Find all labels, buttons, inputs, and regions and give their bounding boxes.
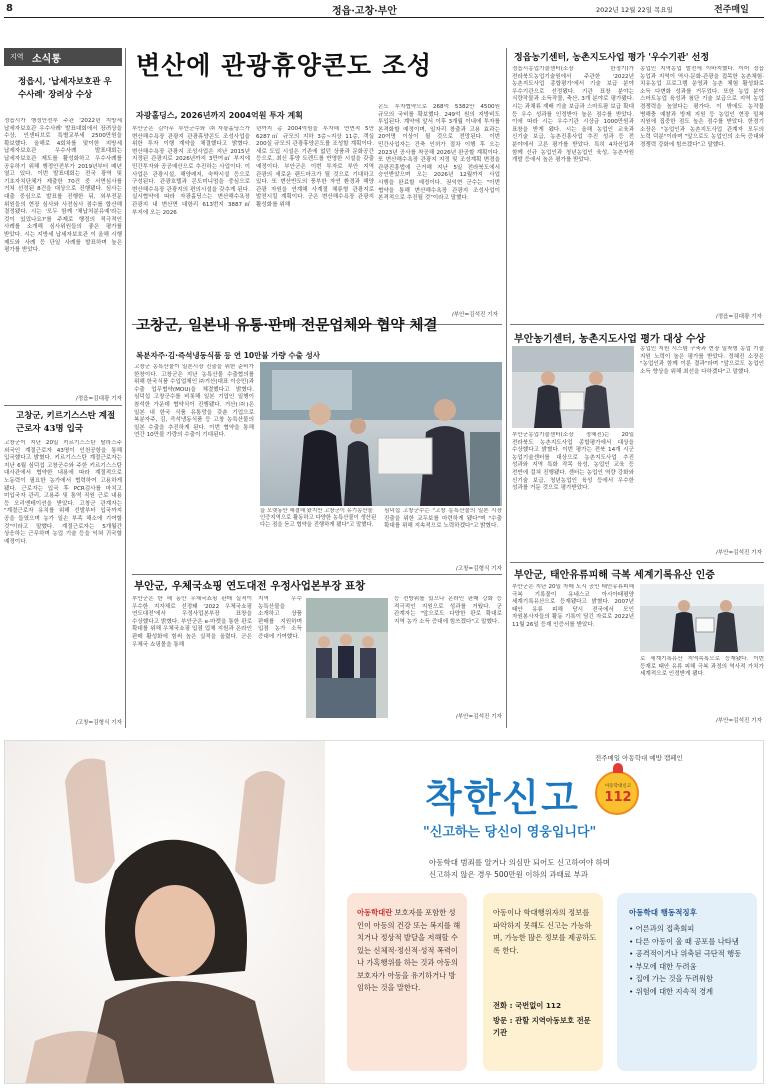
- ad-badge-num: 112: [604, 790, 632, 805]
- ad-box-3-item: • 어른과의 접촉회피: [629, 924, 695, 933]
- issue-date: 2022년 12월 22일 목요일: [596, 6, 673, 14]
- right-bot-col-2: 로 세계기록유산 지역목록으로 등재됐다. 이번 등재로 태안 유류 피해 극복 과정의 역사적 가치가 세계적으로 인정받게 됐다.: [640, 656, 764, 678]
- ad-sponsor: 전주매일 아동학대 예방 캠페인: [595, 754, 683, 762]
- gochang-caption: 을 오랫동안 해결해 왔지만 고창군이 유기농산물 인증지역으로 활동하고 다양한 농특산물이 생산된다는 점을 듣고 협약을 진행하게 됐다"고 말했다.: [260, 508, 377, 528]
- right-bot-byline: /부안=김석진 기자: [715, 718, 762, 724]
- right-bot-col-1: 부안군은 지난 20일 자매 도시 공인 태안유류피해 극복 기록물이 유네스코 아시아태평양 세계기록유산으로 등재됐다고 밝혔다. 2007년 태안 유류 피해 당시 전국에서 모인 자원봉사자들의 활동 기록이 담긴 자료로 2022년 11월 26일 등재 인증서를 받았다.: [512, 584, 634, 628]
- main-headline: 변산에 관광휴양콘도 조성: [136, 51, 433, 80]
- sidebar-label: 지역: [10, 53, 24, 61]
- right-mid-col-1: 부안군농업기술센터(소장 정혜진)는 20일 전라북도 농촌지도사업 종합평가에서 대상을 수상했다고 밝혔다. 이번 평가는 전북 14개 시군 농업기술센터를 대상으로 농촌지도사업 추진 성과와 지역 특화 작목 육성, 농업인 교육 등 전반에 걸쳐 진행됐다. 센터는 농업인 역량 강화와 신기술 보급, 청년농업인 육성 등에서 우수한 성과를 거둔 것으로 평가받았다.: [512, 432, 634, 492]
- ad-badge-top: 아동학대신고: [604, 784, 632, 789]
- right-top-headline: 정읍농기센터, 농촌지도사업 평가 '우수기관' 선정: [514, 53, 710, 63]
- ad-box-1-body: 보호자를 포함한 성인이 아동의 건강 또는 복지를 해치거나 정상적 발달을 저해할 수 있는 신체적·정신적·성적 폭력이나 가혹행위를 하는 것과 아동의 보호자가 아동을 유기하거나 방임하는 것을 말한다.: [357, 908, 461, 992]
- sidebar: [4, 48, 122, 728]
- ad-title: 착한신고: [425, 776, 580, 820]
- buan-post-col-1: 부안군은 한 해 동안 우체국쇼핑 판매 실적이 우수한 지자체로 선정돼 '2022 우체국쇼핑 연도대전'에서 우정사업본부장 표창을 수상했다고 밝혔다. 부안군은 e-마켓을 통한 판로 확대를 위해 우체국쇼핑 입점 업체 지원과 온라인 판매 활성화에 힘써 높은 실적을 올렸다. 군은 우체국 쇼핑몰을 통해: [132, 596, 252, 648]
- section-title: 정읍·고창·부안: [332, 6, 397, 17]
- right-mid-byline: /부안=김석진 기자: [715, 550, 762, 556]
- main-col-3: 콘도 투자협약으로 268억 5382만 4500원 규모의 국비를 확보했다. 249억 원의 지방비도 투입된다. 계약에 앞서 이후 3개월 이내에 투자를 본격화할 예정이며, 일자리 창출과 고용 효과는 20여명 이상이 될 것으로 전망된다. 이번 민간사업자는 건축 인허가 절차 이행 후 오는 2023년 공사를 착공해 2026년 완공할 계획이다. 또 변산해수욕장 관광지 지정 및 조성계획 변경을 관광진흥법에 근거해 지난 5일 전라북도에서 승인받았으며 오는 2026년 12월까지 사업 시행을 완료할 예정이다. 권익현 군수는 "이번 협약을 통해 변산해수욕장 관광지 조성사업이 본격적으로 추진될 것"이라고 말했다.: [378, 104, 500, 202]
- buan-post-photo: [306, 598, 388, 718]
- gochang-photo: [260, 362, 502, 506]
- page-header: [0, 0, 768, 18]
- sidebar-title: 소식통: [32, 54, 61, 65]
- gochang-subhead: 복분자주·김·즉석냉동식품 등 연 10만불 가량 수출 성사: [136, 351, 320, 360]
- ad-box-2-text: 아동이나 학대행위자의 정보를 파악하지 못해도 신고는 가능하며, 가능한 많은 정보를 제공하도록 한다.: [493, 908, 597, 955]
- ad-box-3-item: • 위험에 대한 지속적 경계: [629, 986, 714, 996]
- ad-box-1: [347, 893, 467, 1071]
- right-bot-headline: 부안군, 태안유류피해 극복 세계기록유산 인증: [514, 570, 715, 581]
- right-top-byline: /정읍=김대광 기자: [715, 314, 762, 320]
- right-mid-headline: 부안농기센터, 농촌지도사업 평가 대상 수상: [514, 334, 706, 345]
- right-mid-photo: [512, 346, 634, 428]
- ad-photo: [5, 741, 325, 1084]
- sidebar-body-2: 고창군이 지난 20일 키르기스스탄 탈라스주 외국인 계절근로자 43명이 인천공항을 통해 입국했다고 밝혔다. 키르기스스탄 계절근로자는 지난 6월 심덕섭 고창군수와 주한 키르기스스탄 대사관에서 협약한 내용에 따라 계절적으로 노동력이 필요한 농가에서 협력하여 고용하게 됐다. 근로자는 입국 후 PCR검사를 마치고 미입국자 관리, 고용주 및 통역 직원 근로 내용 등 오리엔테이션을 받았다. 고창군 관계자는 "계절근로자 유치를 위해 선발부터 입국까지 공을 들였으며 농가 일손 부족 해소에 기여할 것"이라고 말했다. 계절근로자는 5개월간 상응하는 근무하며 농업 기술 등을 익혀 귀국할 예정이다.: [4, 440, 122, 545]
- main-subhead: 자광홀딩스, 2026년까지 2004억원 투자 계획: [136, 111, 303, 120]
- sidebar-body-1: 정읍시가 행정안전부 주관 '2022년 지방세 납세자보호관 우수사례' 발표대회에서 장려상을 수상, 인센티브로 특별교부세 2500만원을 확보했다. 올해로 4회차를 맞이한 지방세 납세자보호관 우수사례 발표대회는 납세자보호관 제도를 활성화하고 우수사례를 공유하기 위해 행정안전부가 2019년부터 매년 열고 있다. 이번 발표대회는 전국 광역 및 기초자치단체가 제출한 70건 중 서면심사를 거쳐 선정된 8건을 대상으로 진행됐다. 심사는 대출 중심으로 발표를 진행한 뒤, 외부전문 위원들의 현장 심사와 사전심사 점수를 합산해 결정됐다. 시는 '모두 함께 '체납처분유예'라는 것이 있었나요?'를 주제로 행정의 적극적인 사례를 소개해 심사위원들의 좋은 평가를 받았다. 시는 지방세 납세자보호관 이 올해 시행 제도와 사례 등 단일 사례를 발표하며 높은 평가를 받았다.: [4, 118, 122, 254]
- ad-box-3-item: • 공격적이거나 위축된 극단적 행동: [629, 949, 742, 958]
- ad-box-2: [483, 893, 603, 1071]
- gochang-headline: 고창군, 일본내 유통·판매 전문업체와 협약 체결: [136, 317, 438, 334]
- ad-box-1-title: 아동학대란: [357, 908, 393, 917]
- ad-box-2-phone: 전화 : 국번없이 112: [493, 1001, 562, 1010]
- paper-name: 전주매일: [714, 5, 749, 15]
- ad-box-3-title: 아동학대 행동적징후: [629, 908, 697, 917]
- ad-box-2-visit: 방문 : 관할 지역아동보호 전문기관: [493, 1016, 591, 1037]
- buan-post-col-2: 지역 우수 농특산물을 소개하고 상품 판매를 지원하며 입점 농가 소득 증대에 기여했다.: [258, 596, 302, 640]
- sidebar-header: [4, 48, 122, 66]
- ad-box-1-text: [357, 907, 461, 995]
- ad-desc-1: 아동학대 범죄를 알거나 의심만 되어도 신고하여야 하며: [429, 858, 610, 867]
- ad-box-3-item: • 다른 아동이 울 때 공포를 나타냄: [629, 936, 739, 946]
- main-col-1: 부안군은 김아무 부안군수와 ㈜자광홀딩스가 변산해수욕장 관광지 관광휴양콘도 조성사업을 위한 투자 이행 계약을 체결했다고 밝혔다. 변산해수욕장 관광지 조성사업은 지난 2015년 지정된 관광지로 2026년까지 3만여㎡ 부지에 민간투자와 공공예산으로 추진하는 사업이다. 이 사업은 관광시설, 해양레저, 숙박시설 등으로 구성된다. 관광호텔과 콘도미니엄을 중심으로 변산해수욕장 관광지의 편의시설을 갖추게 된다. 실시협약에 따라 자광홀딩스는 변산해수욕장 관광지 내 변산면 대항리 613번지 3887㎡ 부지에 오는 2026: [132, 126, 250, 216]
- buan-post-headline: 부안군, 우체국쇼핑 연도대전 우정사업본부장 표창: [134, 580, 366, 592]
- sidebar-byline-1: /정읍=김대광 기자: [75, 396, 122, 402]
- main-col-2: 년까지 총 2004억원을 투자해 연면적 5만 6287㎡ 규모의 지하 3층~지상 11층, 객실 200실 규모의 관광휴양콘도를 조성할 계획이다. 새로 도입 시설은 기존에 없던 상품과 문화공간 등으로, 최신 휴양 트렌드를 반영한 시설을 갖출 예정이다. 부안군은 이번 투자로 부안 지역 관광의 새로운 랜드마크가 될 것으로 기대하고 있다. 또 변산반도의 풍부한 자연 환경과 해양 관광 자원을 연계해 사계절 체류형 관광지로 발전시킬 계획이다. 군은 변산해수욕장 관광지 활성화를 위해: [256, 126, 374, 208]
- right-top-col-1: 정읍시농업기술센터(소장 한정기)가 전라북도농업기술원에서 주관한 '2022년 농촌지도사업 종합평가'에서 기술 보급 분야 우수기관으로 선정됐다. 기관 표창 분야는 식량작물과 소득작물, 축산, 3개 분야로 평가됐다. 시는 과채류 재배 기술 보급과 스마트팜 보급 확대 등 우수 성과를 인정받아 높은 점수를 받았다. 이에 따라 시는 우수기관 시상금 1000만원과 표창을 받게 됐다. 시는 올해 농업인 교육과 신기술 보급, 농촌진흥사업 추진 성과 등 전 분야에서 고른 평가를 받았다. 특히 4차산업과 함께 신규 농업인과 청년농업인 육성, 농촌자원 개발 등에서 높은 평가를 받았다.: [512, 66, 634, 164]
- buan-post-byline: /부안=김석진 기자: [455, 714, 502, 720]
- ad-box-3-list: [629, 923, 753, 998]
- page-number: 8: [6, 3, 13, 14]
- buan-post-col-3: 등 전방위를 있으나 온라인 판매 강화 등 적극적인 지원으로 성과를 거뒀다. 군 관계자는 "앞으로도 다양한 판로 확대로 지역 농가 소득 증대에 힘쓰겠다"고 말했다.: [394, 596, 502, 625]
- sidebar-headline-1: 정읍시, '납세자보호관 우수사례' 장려상 수상: [18, 77, 112, 100]
- ad-box-3-item: • 부모에 대한 두려움: [629, 961, 697, 971]
- alarm-icon: [613, 763, 623, 773]
- right-mid-col-2: 농업인 지원 시스템 구축과 현장 밀착형 농업 기술 지원 노력이 높은 평가를 받았다. 정혜진 소장은 "농업인과 함께 이룬 결과"라며 "앞으로도 농업인 소득 향상을 위해 최선을 다하겠다"고 말했다.: [640, 346, 764, 375]
- ad-slogan: "신고하는 당신이 영웅입니다": [423, 825, 597, 840]
- ad-desc-2: 신고하지 않은 경우 500만원 이하의 과태료 부과: [429, 870, 589, 879]
- ad-box-3: [617, 893, 757, 1071]
- sidebar-byline-2: /고창=김형식 기자: [75, 720, 122, 726]
- ad-banner: [4, 740, 764, 1084]
- right-bot-photo: [640, 584, 764, 652]
- gochang-byline: /고창=김형식 기자: [455, 566, 502, 572]
- gochang-col-3: 심덕섭 고창군수는 "고창 농특산물의 일본 시장 진출을 위한 교두보를 마련하게 됐다"며 "수출 확대를 위해 지속적으로 노력하겠다"고 밝혔다.: [384, 508, 502, 530]
- ad-box-3-item: • 집에 가는 것을 두려워함: [629, 974, 714, 983]
- sidebar-headline-2: 고창군, 키르기스스탄 계절근로자 43명 입국: [16, 411, 116, 434]
- right-top-col-2: 농업인 지역농업 발전에 이바지했다. 이어 정읍 농업과 지역이 역사·문화·관광을 접목한 농촌체험·치유농업 프로그램 운영과 농촌 체험 활성화로 소득 다변화 성과를 거두었다. 또한 농업 분야 스마트농업 육성과 첨단 기술 보급으로 지역 농업 경쟁력을 높였다는 평가다. 이 밖에도 농작물 병해충 예찰과 방제 지원 등 농업인 현장 밀착 지원에 집중한 점도 높은 점수를 받았다. 한정기 소장은 "농업인과 농촌지도사업 관계자 모두의 노력 덕분"이라며 "앞으로도 농업인의 소득 증대와 경쟁력 강화에 힘쓰겠다"고 말했다.: [640, 66, 764, 148]
- gochang-col-1: 고창군 농특산물이 일본시장 진출을 위한 준비가 한창이다. 고창군은 지난 농특산물 수출협의를 위해 한국식품 수입업체인 ㈜거산(대표 이승민)과 수출 업무협약(MOU)을 체결했다고 밝혔다. 심덕섭 고창군수를 비롯해 일본 기업인 일행이 참석한 가운데 협약식이 진행됐다. 거산(㈜)은 일본 내 한국 식품 유통망을 갖춘 기업으로 복분자주, 김, 즉석냉동식품 등 고창 농특산물의 일본 수출을 추진하게 된다. 이번 협약을 통해 연간 10만불 가량의 수출이 기대된다.: [134, 364, 254, 439]
- ad-badge: [595, 771, 639, 815]
- main-byline: /부안=김석진 기자: [451, 312, 498, 318]
